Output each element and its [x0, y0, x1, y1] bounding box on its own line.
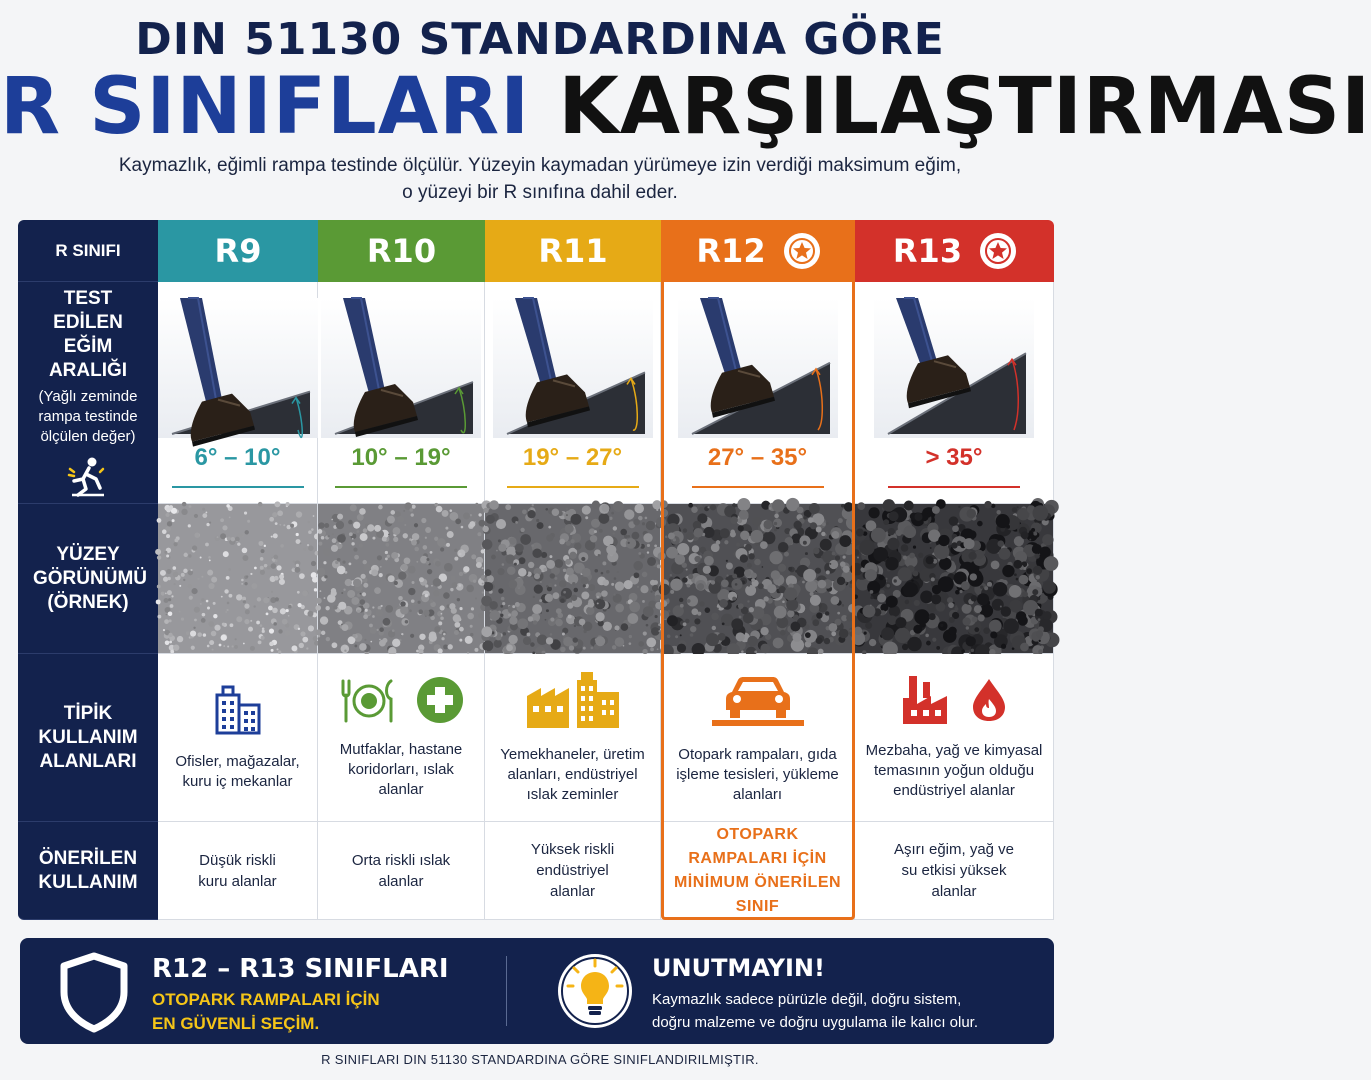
lightbulb-icon — [556, 952, 634, 1030]
degree-underline — [172, 486, 304, 488]
oil-fire-drop-icon — [971, 677, 1007, 728]
usage-icons — [901, 674, 1007, 731]
class-header-r10 — [318, 220, 485, 282]
recommended-cell-r10 — [318, 822, 485, 920]
surface-texture — [318, 504, 484, 653]
usage-cell-r13 — [855, 654, 1054, 822]
recommended-cell-r9 — [158, 822, 318, 920]
surface-cell-r12 — [661, 504, 855, 654]
reminder-text — [652, 988, 978, 1034]
surface-cell-r10 — [318, 504, 485, 654]
degree-range: > 35° — [925, 443, 983, 471]
degree-underline — [692, 486, 824, 488]
ramp-test-scene — [678, 298, 838, 438]
banner-subtitle-line-2: EN GÜVENLİ SEÇİM. — [152, 1014, 320, 1033]
class-header-r9 — [158, 220, 318, 282]
degree-underline — [507, 486, 639, 488]
degree-range: 10° – 19° — [351, 443, 451, 471]
usage-text: Yemekhaneler, üretim alanları, endüstriyel ıslak zeminler — [500, 746, 645, 803]
recommended-cell-r12 — [661, 822, 855, 920]
row-header-class-label: R SINIFI — [55, 240, 121, 260]
title-line-2 — [0, 62, 1371, 152]
factory-icon — [523, 670, 623, 735]
row-header-recommended — [18, 822, 158, 920]
degree-range: 27° – 35° — [707, 443, 808, 471]
ramp-test-scene — [158, 298, 318, 438]
comparison-table — [18, 220, 1054, 920]
usage-icons — [523, 670, 623, 735]
reminder-title: UNUTMAYIN! — [652, 954, 825, 982]
recommended-text: Aşırı eğim, yağ ve su etkisi yüksek alanlar — [893, 841, 1015, 900]
usage-icons — [211, 683, 265, 742]
usage-text: Ofisler, mağazalar, kuru iç mekanlar — [175, 753, 300, 790]
row-header-class — [18, 220, 158, 282]
class-name: R9 — [214, 232, 262, 270]
recommended-text: Yüksek riskli endüstriyel alanlar — [530, 841, 615, 900]
row-header-usage-label: TİPİK KULLANIM ALANLARI — [38, 702, 138, 772]
class-header-r13 — [855, 220, 1054, 282]
recommended-cell-r13 — [855, 822, 1054, 920]
footer-note: R SINIFLARI DIN 51130 STANDARDINA GÖRE SINIFLANDIRILMIŞTIR. — [321, 1052, 759, 1067]
degree-range: 19° – 27° — [522, 443, 623, 471]
banner-title: R12 – R13 SINIFLARI — [152, 954, 449, 984]
office-building-icon — [211, 683, 265, 742]
slope-cell-r13 — [855, 282, 1054, 504]
star-icon — [980, 233, 1016, 269]
degree-underline — [335, 486, 467, 488]
reminder-line-2: doğru malzeme ve doğru uygulama ile kalıcı olur. — [652, 1014, 979, 1031]
row-header-slope-note: (Yağlı zeminde rampa testinde ölçülen değer) — [38, 387, 138, 445]
recommended-text: Orta riskli ıslak alanlar — [351, 851, 451, 890]
class-name: R12 — [696, 232, 766, 270]
usage-cell-r10 — [318, 654, 485, 822]
degree-range: 6° – 10° — [194, 443, 281, 471]
bottom-banner — [20, 938, 1054, 1044]
car-icon — [708, 670, 808, 735]
class-name: R10 — [366, 232, 437, 270]
class-header-r11 — [485, 220, 661, 282]
ramp-test-scene — [493, 298, 653, 438]
recommended-text: Düşük riskli kuru alanlar — [198, 851, 277, 890]
row-header-recommended-label: ÖNERİLEN KULLANIM — [38, 847, 138, 893]
row-header-slope — [18, 282, 158, 504]
subtitle-line-1: Kaymazlık, eğimli rampa testinde ölçülür. Yüzeyin kaymadan yürümeye izin verdiği maksimum eğim, — [118, 155, 962, 176]
banner-divider — [506, 956, 507, 1026]
banner-subtitle — [152, 988, 380, 1036]
slip-person-icon — [66, 455, 110, 499]
usage-cell-r11 — [485, 654, 661, 822]
subtitle — [0, 152, 1080, 206]
plate-cutlery-icon — [337, 675, 397, 730]
degree-underline — [888, 486, 1020, 488]
shield-icon — [58, 952, 130, 1032]
row-header-usage — [18, 654, 158, 822]
slope-cell-r12 — [661, 282, 855, 504]
title-line-1: DIN 51130 STANDARDINA GÖRE — [135, 14, 945, 65]
subtitle-line-2: o yüzeyi bir R sınıfına dahil eder. — [402, 182, 678, 203]
banner-subtitle-line-1: OTOPARK RAMPALARI İÇİN — [152, 990, 380, 1009]
usage-icons — [708, 670, 808, 735]
recommended-cell-r11 — [485, 822, 661, 920]
surface-cell-r11 — [485, 504, 661, 654]
slope-cell-r11 — [485, 282, 661, 504]
title-highlight: R SINIFLARI — [0, 62, 531, 152]
slope-cell-r10 — [318, 282, 485, 504]
usage-cell-r12 — [661, 654, 855, 822]
surface-cell-r9 — [158, 504, 318, 654]
usage-cell-r9 — [158, 654, 318, 822]
row-header-surface — [18, 504, 158, 654]
ramp-test-scene — [321, 298, 481, 438]
row-header-surface-label: YÜZEY GÖRÜNÜMÜ (ÖRNEK) — [33, 543, 147, 613]
star-icon — [784, 233, 820, 269]
surface-texture — [485, 504, 660, 653]
slope-cell-r9 — [158, 282, 318, 504]
surface-texture — [855, 504, 1053, 653]
medical-cross-icon — [415, 675, 465, 730]
surface-texture — [661, 504, 854, 653]
usage-text: Mezbaha, yağ ve kimyasal temasının yoğun olduğu endüstriyel alanlar — [865, 742, 1043, 799]
row-header-slope-label: TEST EDİLEN EĞİM ARALIĞI — [48, 287, 128, 381]
reminder-line-1: Kaymazlık sadece pürüzle değil, doğru sistem, — [652, 991, 962, 1008]
surface-texture — [158, 504, 317, 653]
usage-text: Mutfaklar, hastane koridorları, ıslak alanlar — [339, 741, 463, 798]
surface-cell-r13 — [855, 504, 1054, 654]
usage-icons — [337, 675, 465, 730]
recommended-text: OTOPARK RAMPALARI İÇİN MİNİMUM ÖNERİLEN SINIF — [673, 825, 842, 915]
class-name: R13 — [892, 232, 963, 270]
class-name: R11 — [538, 232, 608, 270]
title-rest: KARŞILAŞTIRMASI — [558, 62, 1371, 152]
ramp-test-scene — [874, 298, 1034, 438]
chemical-plant-icon — [901, 674, 953, 731]
class-header-r12 — [661, 220, 855, 282]
usage-text: Otopark rampaları, gıda işleme tesisleri, yükleme alanları — [676, 746, 839, 803]
